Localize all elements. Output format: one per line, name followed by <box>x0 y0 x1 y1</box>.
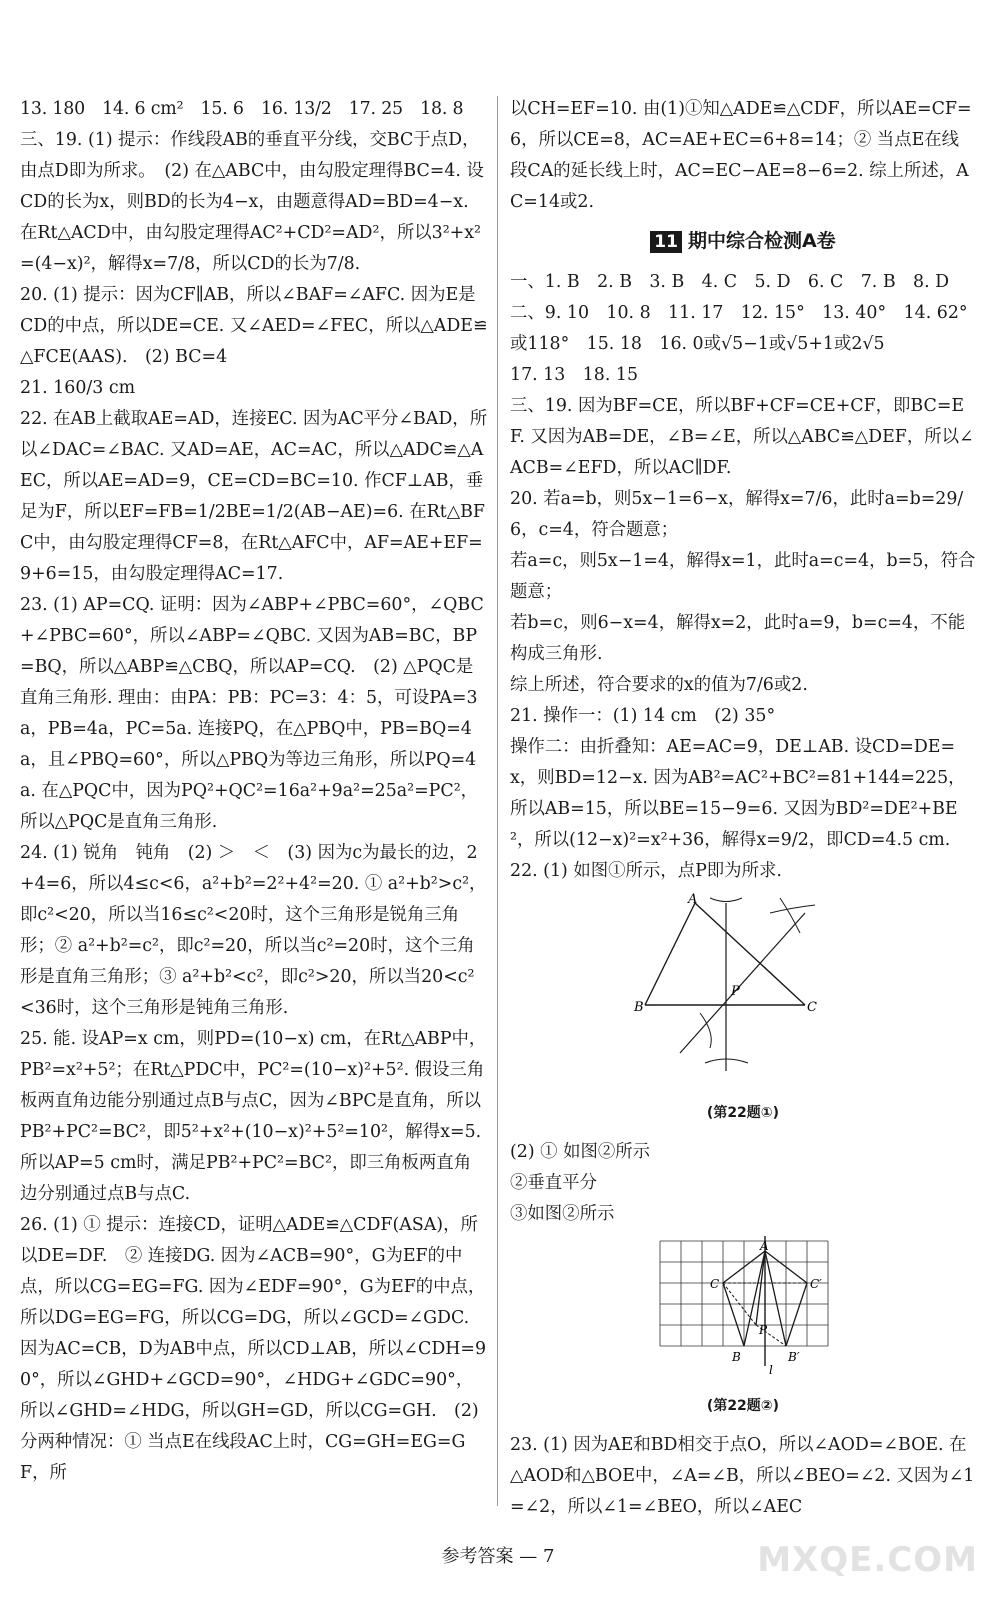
fill-answers: 二、9. 10 10. 8 11. 17 12. 15° 13. 40° 14. 62°或118° 15. 18 16. 0或√5−1或√5+1或2√5 <box>510 303 968 354</box>
label-a2: A <box>760 1239 769 1253</box>
answer-b21-op2: 操作二：由折叠知：AE=AC=9，DE⊥AB. 设CD=DE=x，则BD=12−x. 因为AB²=AC²+BC²=81+144=225，所以AB=15，所以BE=15−9=6. 又因为BD²=DE²+BE²，所以(12−x)²=x²+36，解得x=9/2，即CD=4.5 cm. <box>510 737 966 850</box>
answer-b19: 三、19. 因为BF=CE，所以BF+CF=CE+CF，即BC=EF. 又因为AB=DE，∠B=∠E，所以△ABC≌△DEF，所以∠ACB=∠EFD，所以AC∥DF. <box>510 396 974 478</box>
label-a: A <box>688 892 698 907</box>
label-c-prime: C′ <box>810 1277 822 1291</box>
section-title: 期中综合检测A卷 <box>687 230 836 252</box>
answer-25: 25. 能. 设AP=x cm，则PD=(10−x) cm，在Rt△ABP中，PB²=x²+5²；在Rt△PDC中，PC²=(10−x)²+5². 假设三角板两直角边能分别通过点B与点C，因为∠BPC是直角，所以PB²+PC²=BC²，即5²+x²+(10−x)²+5²=10²，解得x=5. 所以AP=5 cm时，满足PB²+PC²=BC²，即三角板两直角边分别通过点B与点C. <box>20 1029 487 1204</box>
answer-13-18: 13. 180 14. 6 cm² 15. 6 16. 13/2 17. 25 18. 8 <box>20 99 464 119</box>
answer-b20-case1: 20. 若a=b，则5x−1=6−x，解得x=7/6，此时a=b=29/6，c=4，符合题意； <box>510 489 964 540</box>
answer-22: 22. 在AB上截取AE=AD，连接EC. 因为AC平分∠BAD，所以∠DAC=∠BAC. 又AD=AE，AC=AC，所以△ADC≌△AEC，所以AE=AD=9，CE=CD=BC=10. 作CF⊥AB，垂足为F，所以EF=FB=1/2BE=1/2(AB−AE)=6. 在Rt△BFC中，由勾股定理得CF=8，在Rt△AFC中，AF=AE+EF=9+6=15，由勾股定理得AC=17. <box>20 409 488 584</box>
fill-answers-2: 17. 13 18. 15 <box>510 365 639 385</box>
answer-b22-1: 22. (1) 如图①所示，点P即为所求. <box>510 861 782 881</box>
answer-b22-2a: (2) ① 如图②所示 <box>510 1142 651 1162</box>
answer-b20-case2: 若a=c，则5x−1=4，解得x=1，此时a=c=4，b=5，符合题意； <box>510 551 976 602</box>
answer-24: 24. (1) 锐角 钝角 (2) ＞ ＜ (3) 因为c为最长的边，2+4=6，所以4≤c<6，a²+b²=2²+4²=20. ① a²+b²>c²，即c²<20，所以当16≤c²<20时，这个三角形是锐角三角形；② a²+b²=c²，即c²=20，所以当c²=20时，这个三角形是直角三角形；③ a²+b²<c²，即c²>20，所以当20<c²<36时，这个三角形是钝角三角形. <box>20 843 487 1018</box>
label-c: C <box>807 1000 817 1015</box>
figure-22-2-caption: (第22题②) <box>706 1398 780 1414</box>
section-number: 11 <box>650 231 682 253</box>
grid-diagram <box>660 1236 830 1376</box>
answer-b22-2c: ③如图②所示 <box>510 1204 615 1224</box>
answer-b22-2b: ②垂直平分 <box>510 1173 597 1193</box>
figure-22-2 <box>660 1236 976 1422</box>
page-footer: 参考答案 — 7 <box>441 1546 555 1567</box>
column-divider <box>497 96 498 1506</box>
answer-21: 21. 160/3 cm <box>20 378 136 398</box>
label-b-prime: B′ <box>788 1350 800 1364</box>
watermark-logo: MXQE.COM <box>757 1540 978 1580</box>
answer-23: 23. (1) AP=CQ. 证明：因为∠ABP+∠PBC=60°，∠QBC+∠PBC=60°，所以∠ABP=∠QBC. 又因为AB=BC，BP=BQ，所以△ABP≌△CBQ，所以AP=CQ. (2) △PQC是直角三角形. 理由：由PA：PB：PC=3：4：5，可设PA=3a，PB=4a，PC=5a. 连接PQ，在△PBQ中，PB=BQ=4a，且∠PBQ=60°，所以△PBQ为等边三角形，所以PQ=4a. 在△PQC中，因为PQ²+QC²=16a²+9a²=25a²=PC²，所以△PQC是直角三角形. <box>20 595 484 832</box>
label-p2: P <box>759 1323 768 1337</box>
answer-20: 20. (1) 提示：因为CF∥AB，所以∠BAF=∠AFC. 因为E是CD的中点，所以DE=CE. 又∠AED=∠FEC，所以△ADE≌△FCE(AAS). (2) BC=4 <box>20 285 488 367</box>
answer-b20-summary: 综上所述，符合要求的x的值为7/6或2. <box>510 675 808 695</box>
label-b: B <box>634 1000 644 1015</box>
answer-26-continued: 以CH=EF=10. 由(1)①知△ADE≌△CDF，所以AE=CF=6，所以CE=8，AC=AE+EC=6+8=14；② 当点E在线段CA的延长线上时，AC=EC−AE=8−6=2. 综上所述，AC=14或2. <box>510 99 972 212</box>
construction-diagram <box>634 892 850 1083</box>
left-column <box>20 94 488 1489</box>
label-c2: C <box>710 1277 720 1291</box>
label-b2: B <box>732 1350 741 1364</box>
answer-b23: 23. (1) 因为AE和BD相交于点O，所以∠AOD=∠BOE. 在△AOD和△BOE中，∠A=∠B，所以∠BEO=∠2. 又因为∠1=∠2，所以∠1=∠BEO，所以∠AEC <box>510 1435 975 1517</box>
label-p: P <box>731 984 740 999</box>
right-column <box>510 94 976 1523</box>
choice-answers: 一、1. B 2. B 3. B 4. C 5. D 6. C 7. B 8. D <box>510 272 950 292</box>
figure-22-1 <box>634 892 976 1129</box>
section-heading <box>510 226 976 257</box>
figure-22-1-caption: (第22题①) <box>706 1105 780 1121</box>
label-l: l <box>769 1363 773 1377</box>
answer-19: 三、19. (1) 提示：作线段AB的垂直平分线，交BC于点D，由点D即为所求。 (2) 在△ABC中，由勾股定理得BC=4. 设CD的长为x，则BD的长为4−x，由题意得AD=BD=4−x. 在Rt△ACD中，由勾股定理得AC²+CD²=AD²，所以3²+x²=(4−x)²，解得x=7/8，所以CD的长为7/8. <box>20 130 484 274</box>
answer-b20-case3: 若b=c，则6−x=4，解得x=2，此时a=9，b=c=4，不能构成三角形. <box>510 613 966 664</box>
answer-b21-op1: 21. 操作一：(1) 14 cm (2) 35° <box>510 706 776 726</box>
answer-26: 26. (1) ① 提示：连接CD，证明△ADE≌△CDF(ASA)，所以DE=DF. ② 连接DG. 因为∠ACB=90°，G为EF的中点，所以CG=EG=FG. 因为∠EDF=90°，G为EF的中点，所以DG=EG=FG，所以CG=DG，所以∠GCD=∠GDC. 因为AC=CB，D为AB中点，所以CD⊥AB，所以∠CDH=90°，所以∠GHD+∠GCD=90°，∠HDG+∠GDC=90°，所以∠GHD=∠HDG，所以GH=GD，所以CG=GH. (2) 分两种情况：① 当点E在线段AC上时，CG=GH=EG=GF，所 <box>20 1215 487 1483</box>
